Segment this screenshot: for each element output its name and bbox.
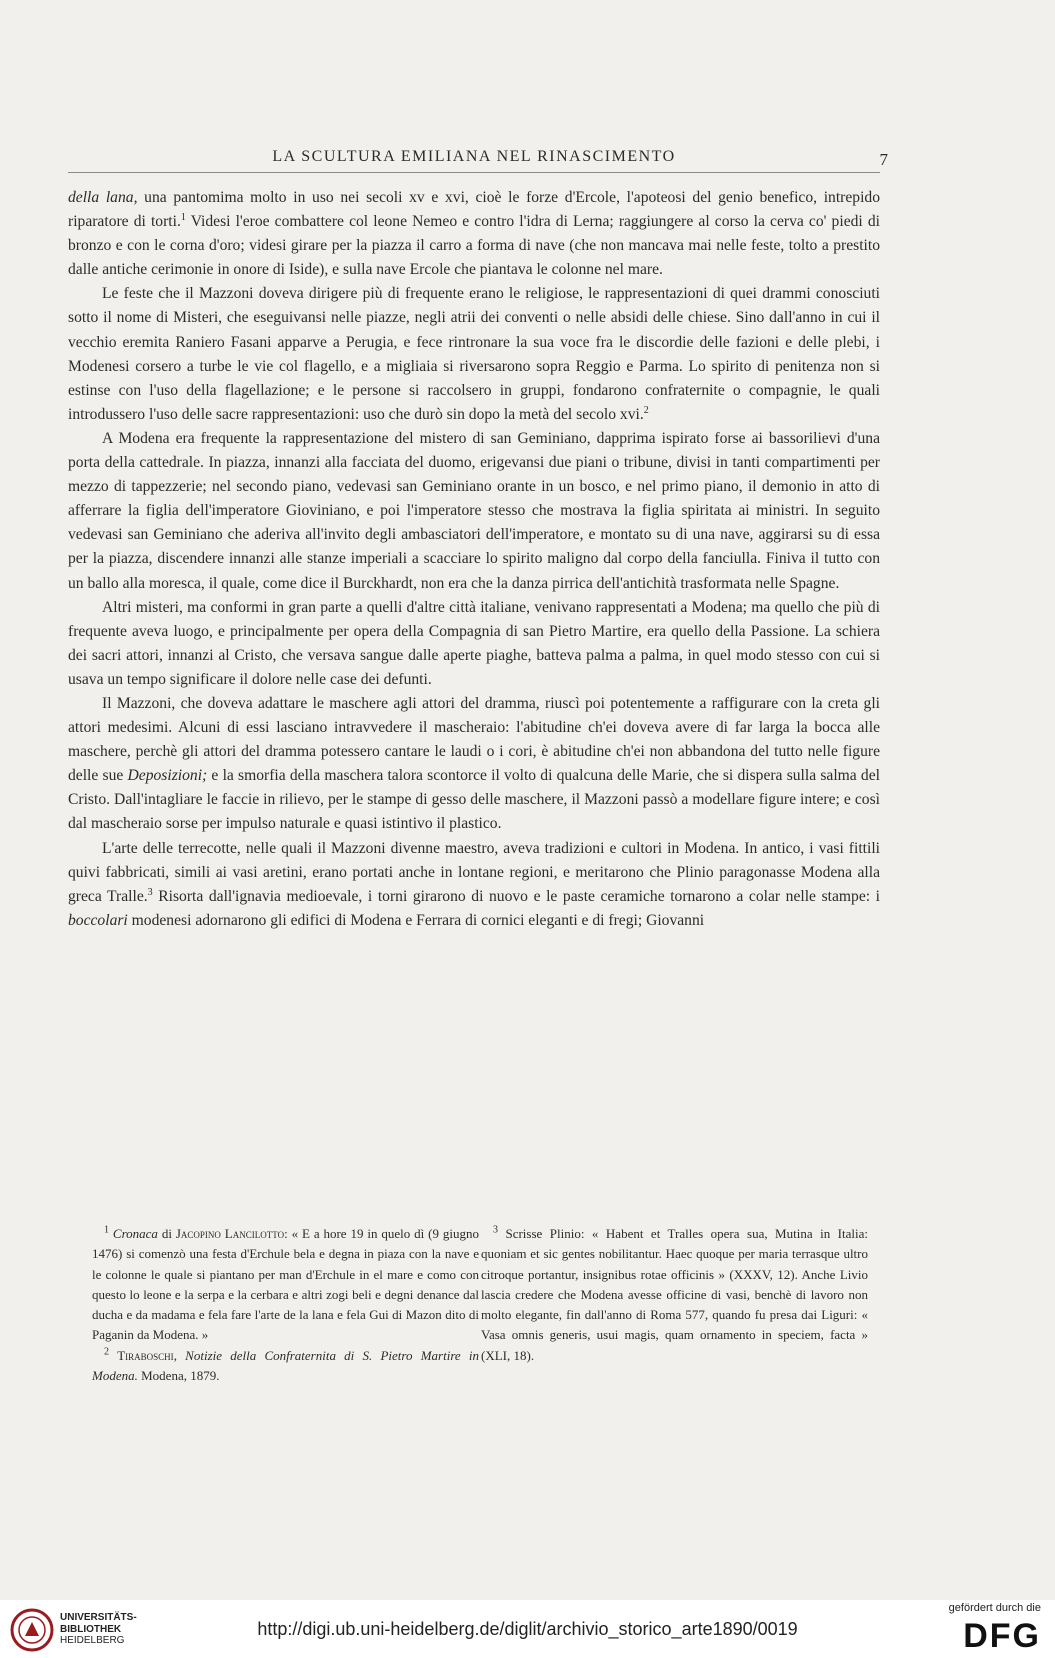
footnote-number: 1	[104, 1224, 109, 1236]
footnote-3-text: Scrisse Plinio: « Habent et Tralles opera sua, Mutina in Italia: quoniam et sic gentes nobilitantur. Haec quoque per maria terrasque ultro citroque portantur, insignibus rotae officinis » (XXXV, 12). Anche Livio lascia credere che Modena avesse officine di vasi, benchè di lavoro non molto elegante, fin dall'anno di Roma 577, quando fu presa dai Liguri: « Vasa omnis generis, usui magis, quam ornamento in speciem, facta » (XLI, 18).	[481, 1226, 868, 1363]
library-name-line-1: UNIVERSITÄTS-	[60, 1612, 137, 1623]
page-number: 7	[879, 150, 888, 169]
viewer-footer	[0, 1600, 1055, 1658]
footnote-2-sep: ,	[173, 1347, 186, 1363]
footnote-2	[92, 1346, 479, 1387]
paragraph-1	[68, 186, 880, 282]
main-text	[68, 186, 880, 933]
library-name-line-2: BIBLIOTHEK	[60, 1623, 122, 1635]
paragraph-6	[68, 837, 880, 933]
header-rule	[68, 172, 880, 173]
dfg-logo[interactable]	[929, 1602, 1041, 1656]
footnote-3	[481, 1224, 868, 1366]
italic-phrase: Deposizioni;	[127, 767, 208, 785]
paragraph-3: A Modena era frequente la rappresentazione del mistero di san Geminiano, dapprima ispirato forse ai bassorilievi d'una porta della cattedrale. In piazza, innanzi alla facciata del duomo, erigevansi due piani o tribune, divisi in tanti compartimenti per mezzo di tappezzerie; nel secondo piano, vedevasi san Geminiano orante in un bosco, e nel primo piano, il demonio in atto di afferrare la figlia dell'imperatore Gioviniano, e poi l'imperatore stesso che mostrava la figlia spiritata ai ministri. In seguito vedevasi san Geminiano che aderiva all'invito degli ambasciatori dell'imperatore, e montato su di una nave, aggirarsi su di essa per la piazza, discendere innanzi alle stanze imperiali a scacciare lo spirito maligno dal corpo della fanciulla. Finiva il tutto con un ballo alla moresca, il quale, come dice il Burckhardt, non era che la danza pirrica dell'antichità trasformata nelle Spagne.	[68, 429, 880, 592]
footnote-1-italic: Cronaca	[112, 1226, 158, 1241]
footnote-ref-2: 2	[643, 404, 649, 416]
dfg-wordmark: DFG	[963, 1617, 1041, 1655]
paragraph-4: Altri misteri, ma conformi in gran parte a quelli d'altre città italiane, venivano rappresentati a Modena; ma quello che più di frequente aveva luogo, e principalmente per opera della Compagnia di san Pietro Martire, era quello della Passione. La schiera dei sacri attori, innanzi al Cristo, che versava sangue dalle aperte piaghe, batteva palma a palma, in quel modo stesso con cui si usava un tempo significare il dolore nelle case dei defunti.	[68, 598, 880, 688]
italic-phrase: della lana,	[68, 189, 138, 206]
italic-phrase: boccolari	[68, 911, 128, 929]
footnotes-left-column	[92, 1224, 479, 1386]
footnotes-right-column	[481, 1224, 868, 1366]
paragraph-1-rest: Videsi l'eroe combattere col leone Nemeo e contro l'idra di Lerna; raggiungere al corso la cerva co' piedi di bronzo e con le corna d'oro; videsi girare per la piazza il carro a forma di nave (che non mancava mai nelle feste, tolto a prestito dalle antiche cerimonie in onore di Iside), e sulla nave Ercole che piantava le colonne nel mare.	[68, 213, 880, 279]
footnote-ref-1: 1	[180, 211, 186, 223]
running-header	[68, 148, 888, 172]
paragraph-2-text: Le feste che il Mazzoni doveva dirigere più di frequente erano le religiose, le rappresentazioni di quei drammi conosciuti sotto il nome di Misteri, che eseguivansi nelle piazze, negli atrii dei conventi o nelle absidi delle chiese. Sino dall'anno in cui il vecchio eremita Raniero Fasani apparve a Perugia, e fece rintronare la sua voce fra le discordie delle fazioni e delle plebi, i Modenesi corsero a turbe le vie col flagello, e a migliaia si riversarono sopra Reggio e Parma. Lo spirito di penitenza non si estinse con l'uso della flagellazione; e le persone si raccolsero in gruppi, fondarono confraternite o compagnie, le quali introdussero l'uso delle sacre rappresentazioni: uso che durò sin dopo la metà del secolo xvi.	[68, 285, 880, 423]
footnote-ref-3: 3	[147, 886, 153, 898]
header-title: LA SCULTURA EMILIANA NEL RINASCIMENTO	[272, 148, 676, 165]
paragraph-5	[68, 692, 880, 837]
footnote-number: 2	[104, 1346, 109, 1358]
footnote-2-italic: Notizie della Confraternita di S. Pietro Martire in Modena.	[92, 1347, 480, 1384]
paragraph-2	[68, 282, 880, 427]
paragraph-1-text: una pantomima molto in uso nei secoli xv e xvi, cioè le forze d'Ercole, l'apoteosi del genio benefico, intrepido riparatore di torti.	[68, 189, 881, 231]
funded-by-label: gefördert durch die	[948, 1602, 1041, 1614]
source-url[interactable]: http://digi.ub.uni-heidelberg.de/diglit/archivio_storico_arte1890/0019	[257, 1619, 798, 1639]
library-name-line-3: HEIDELBERG	[60, 1635, 125, 1646]
footnote-1-di: di	[157, 1226, 176, 1241]
footnote-2-author: Tiraboschi	[117, 1347, 174, 1363]
paragraph-5-text-a: Il Mazzoni, che doveva adattare le maschere agli attori del dramma, riuscì poi potentemente a raffigurare con la creta gli attori medesimi. Alcuni di essi lasciano intravvedere il mascheraio: l'abitudine ch'ei doveva avere di far larga la bocca alle maschere, perchè gli attori del dramma potessero cantare le laudi o i cori, è abitudine ch'ei non abbandona del tutto nelle figure delle sue	[68, 694, 880, 785]
paragraph-6-text-b: Risorta dall'ignavia medioevale, i torni girarono di nuovo e le paste ceramiche tornarono a colar nelle stampe: i	[152, 887, 880, 905]
footnote-1-text: : « E a hore 19 in quelo dì (9 giugno 1476) si comenzò una festa d'Erchule bela e degna in piaza con la nave e le colonne le quale si piantano per man d'Erchule in el mare e como con questo lo leone e la serpa e la cerbara e altri zogi beli e degni denance dal ducha e da madama e fela fare l'arte de la lana e fela Gui di Mazon dito di Paganin da Modena. »	[92, 1226, 479, 1343]
paragraph-6-text-c: modenesi adornarono gli edifici di Modena e Ferrara di cornici eleganti e di fregi; Giovanni	[127, 911, 705, 929]
footnote-2-text: Modena, 1879.	[137, 1368, 220, 1384]
footnote-1-author: Jacopino Lancilotto	[175, 1226, 285, 1241]
footnote-1	[92, 1224, 479, 1346]
paragraph-5-text-b: e la smorfia della maschera talora scontorce il volto di qualcuna delle Marie, che si dispera sulla salma del Cristo. Dall'intagliare le faccie in rilievo, per le stampe di gesso delle maschere, il Mazzoni passò a modellare figure intere; e così dal mascheraio sorse per impulso naturale e quasi istintivo il plastico.	[68, 767, 880, 833]
paragraph-6-text-a: L'arte delle terrecotte, nelle quali il Mazzoni divenne maestro, aveva tradizioni e cultori in Modena. In antico, i vasi fittili quivi fabbricati, simili ai vasi aretini, erano portati anche in lontane regioni, e meritarono che Plinio paragonasse Modena alla greca Tralle.	[68, 839, 880, 905]
footnote-number: 3	[493, 1224, 498, 1236]
